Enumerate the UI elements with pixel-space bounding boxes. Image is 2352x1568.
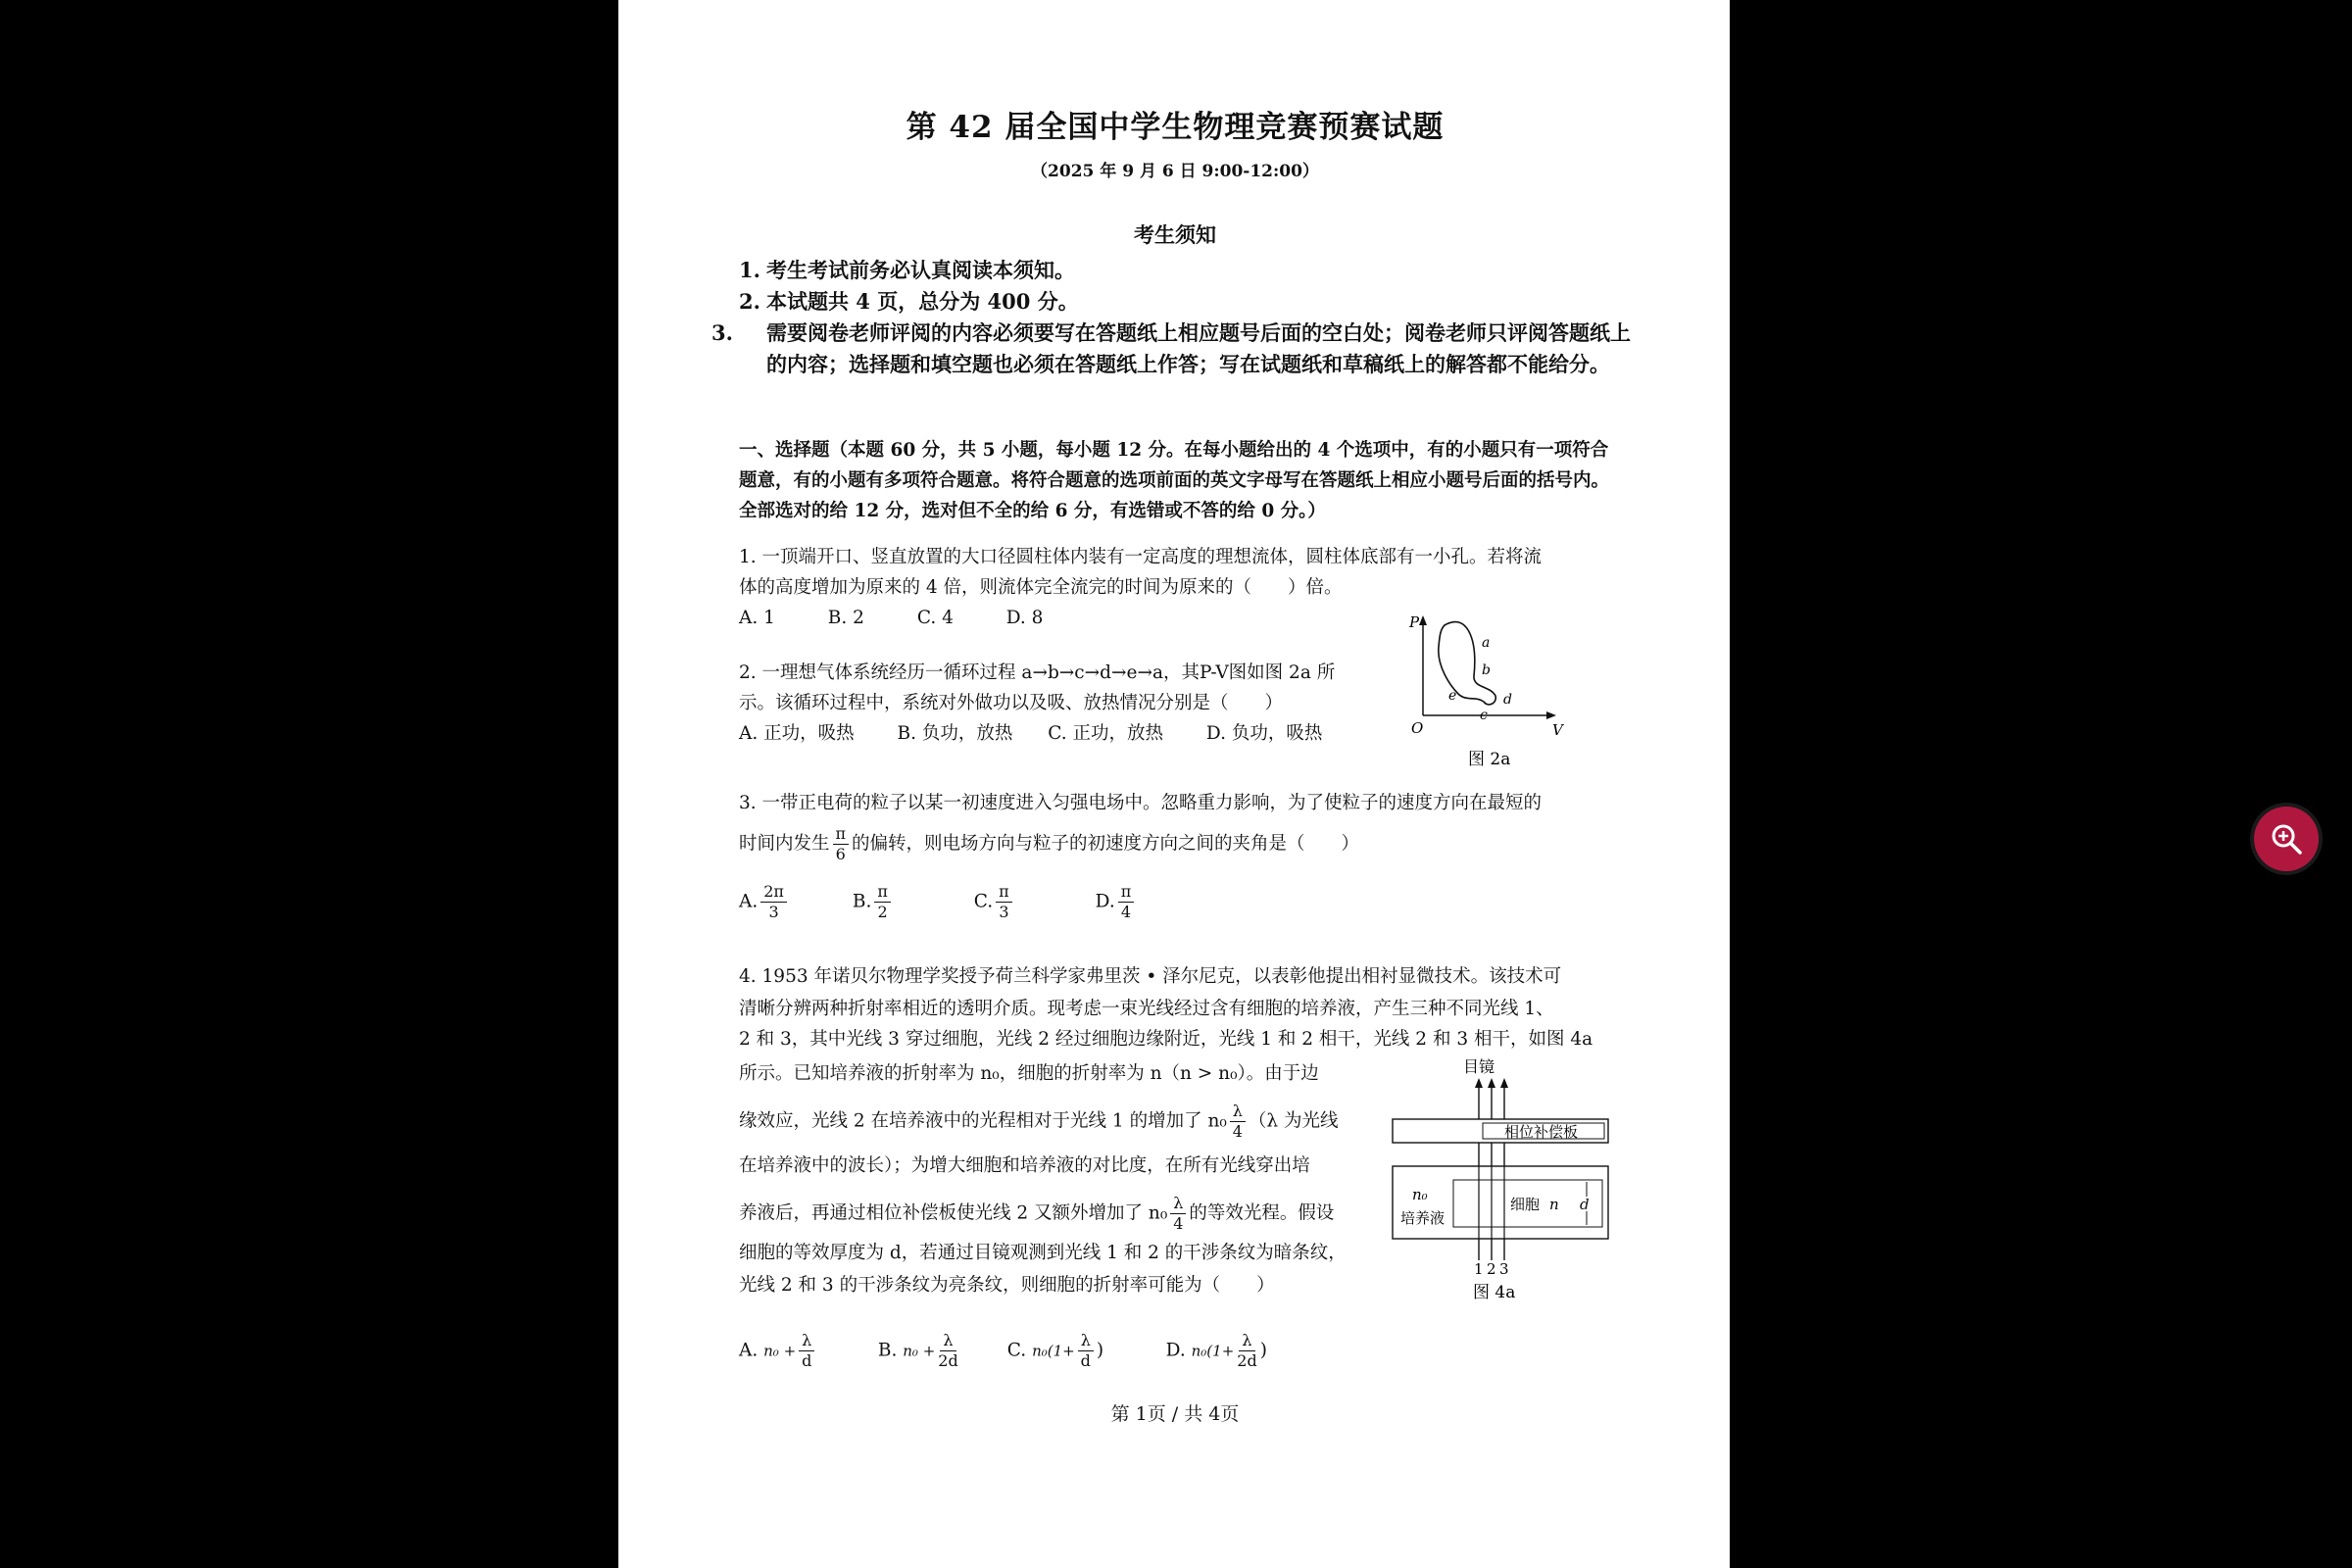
svg-text:细胞: 细胞 — [1510, 1196, 1541, 1213]
question-4-line-9: 光线 2 和 3 的干涉条纹为亮条纹，则细胞的折射率可能为（ ） — [739, 1275, 1275, 1296]
option-c: C. 4 — [916, 608, 954, 628]
question-4-line-7: 养液后，再通过相位补偿板使光线 2 又额外增加了 n₀ $\frac{\lambda}{4}$ 的等效光程。假设 — [739, 1194, 1335, 1233]
question-4-line-4: 所示。已知培养液的折射率为 n₀，细胞的折射率为 n（n > n₀）。由于边 — [739, 1063, 1319, 1084]
question-3-options — [739, 882, 1174, 922]
svg-text:2: 2 — [1487, 1260, 1496, 1278]
option-d: D. 负功，吸热 — [1205, 723, 1323, 744]
option-c: C. n₀(1+ $\frac{\lambda}{d}$ ) — [1006, 1331, 1104, 1370]
question-4-line-6: 在培养液中的波长）；为增大细胞和培养液的对比度，在所有光线穿出培 — [739, 1155, 1310, 1176]
figure-4a-caption: 图 4a — [1473, 1283, 1516, 1302]
exam-date: （2025 年 9 月 6 日 9:00-12:00） — [1031, 162, 1319, 181]
option-a: A. 1 — [739, 608, 775, 628]
question-2-line-1: 2. 一理想气体系统经历一循环过程 a→b→c→d→e→a，其P-V图如图 2a 所 — [739, 662, 1336, 683]
page-title: 第 42 届全国中学生物理竞赛预赛试题 — [906, 110, 1445, 145]
option-c: C. 正功，放热 — [1048, 723, 1164, 744]
svg-text:O: O — [1411, 719, 1424, 737]
notice-heading: 考生须知 — [1134, 222, 1216, 247]
option-a: A. 正功，吸热 — [739, 723, 855, 744]
section-1-instructions: 一、选择题（本题 60 分，共 5 小题，每小题 12 分。在每小题给出的 4 个选项中，有的小题只有一项符合题意，有的小题有多项符合题意。将符合题意的选项前面的英文字母写在答题纸上相应小题号后面的括号内。全部选对的给 12 分，选对但不全的给 6 分，有选错或不答的给 0 分。） — [739, 440, 1610, 521]
svg-text:V: V — [1552, 721, 1563, 739]
question-4-line-8: 细胞的等效厚度为 d，若通过目镜观测到光线 1 和 2 的干涉条纹为暗条纹， — [739, 1243, 1347, 1263]
figure-4a-microscope-diagram — [1381, 1054, 1616, 1309]
option-a: A. $\frac{2\pi}{3}$ — [739, 882, 847, 922]
svg-text:P: P — [1409, 613, 1420, 631]
zoom-in-icon — [2270, 822, 2303, 856]
option-d: D. 8 — [1005, 608, 1044, 628]
figure-2a-caption: 图 2a — [1468, 750, 1511, 769]
svg-text:n: n — [1549, 1196, 1559, 1213]
figure-2a-pv-diagram — [1397, 608, 1584, 774]
question-4-line-2: 清晰分辨两种折射率相近的透明介质。现考虑一束光线经过含有细胞的培养液，产生三种不同光线 1、 — [739, 999, 1554, 1019]
question-4-line-3: 2 和 3，其中光线 3 穿过细胞，光线 2 经过细胞边缘附近，光线 1 和 2 相干，光线 2 和 3 相干，如图 4a — [739, 1029, 1593, 1050]
svg-text:1: 1 — [1474, 1260, 1484, 1278]
question-4-line-1: 4. 1953 年诺贝尔物理学奖授予荷兰科学家弗里茨 • 泽尔尼克，以表彰他提出相衬显微技术。该技术可 — [739, 966, 1562, 987]
question-2-options — [739, 718, 1369, 749]
svg-text:n₀: n₀ — [1412, 1186, 1428, 1203]
option-d: D. $\frac{\pi}{4}$ — [1096, 882, 1174, 922]
svg-text:c: c — [1480, 708, 1488, 723]
svg-text:d: d — [1503, 692, 1512, 708]
question-3-line-1: 3. 一带正电荷的粒子以某一初速度进入匀强电场中。忽略重力影响，为了使粒子的速度方向在最短的 — [739, 793, 1543, 813]
svg-text:培养液: 培养液 — [1400, 1209, 1446, 1227]
page-number: 第 1页 / 共 4页 — [1110, 1403, 1240, 1425]
option-d: D. n₀(1+ $\frac{\lambda}{2d}$ ) — [1165, 1331, 1267, 1370]
option-b: B. 负功，放热 — [897, 723, 1013, 744]
option-b: B. n₀ + $\frac{\lambda}{2d}$ — [877, 1331, 958, 1370]
document-page — [618, 0, 1730, 1568]
svg-text:e: e — [1448, 688, 1457, 704]
question-4-line-5: 缘效应，光线 2 在培养液中的光程相对于光线 1 的增加了 n₀ $\frac{\lambda}{4}$ （λ 为光线 — [739, 1102, 1339, 1141]
notice-item-3: 3. 需要阅卷老师评阅的内容必须要写在答题纸上相应题号后面的空白处；阅卷老师只评阅答题纸上的内容；选择题和填空题也必须在答题纸上作答；写在试题纸和草稿纸上的解答都不能给分。 — [711, 320, 1631, 376]
question-3-line-2: 时间内发生 $\frac{\pi}{6}$ 的偏转，则电场方向与粒子的初速度方向之间的夹角是（ ） — [739, 824, 1360, 863]
option-c: C. $\frac{\pi}{3}$ — [974, 882, 1090, 922]
question-2-line-2: 示。该循环过程中，系统对外做功以及吸、放热情况分别是（ ） — [739, 693, 1284, 713]
question-1-line-1: 1. 一顶端开口、竖直放置的大口径圆柱体内装有一定高度的理想流体，圆柱体底部有一小孔。若将流 — [739, 547, 1543, 567]
notice-item-1: 1. 考生考试前务必认真阅读本须知。 — [739, 258, 1075, 282]
option-a: A. n₀ + $\frac{\lambda}{d}$ — [739, 1331, 872, 1371]
notice-item-2: 2. 本试题共 4 页，总分为 400 分。 — [739, 289, 1079, 314]
option-b: B. 2 — [827, 608, 864, 628]
svg-text:相位补偿板: 相位补偿板 — [1504, 1123, 1579, 1141]
question-1-options — [739, 603, 1090, 633]
question-1-line-2: 体的高度增加为原来的 4 倍，则流体完全流完的时间为原来的（ ）倍。 — [739, 577, 1343, 598]
zoom-in-button[interactable] — [2254, 807, 2319, 871]
question-4-options — [739, 1331, 1294, 1371]
svg-text:a: a — [1482, 635, 1491, 651]
svg-text:b: b — [1482, 662, 1491, 678]
svg-text:d: d — [1580, 1196, 1590, 1213]
option-b: B. $\frac{\pi}{2}$ — [853, 882, 968, 922]
svg-text:3: 3 — [1499, 1260, 1509, 1278]
svg-text:目镜: 目镜 — [1463, 1057, 1495, 1076]
